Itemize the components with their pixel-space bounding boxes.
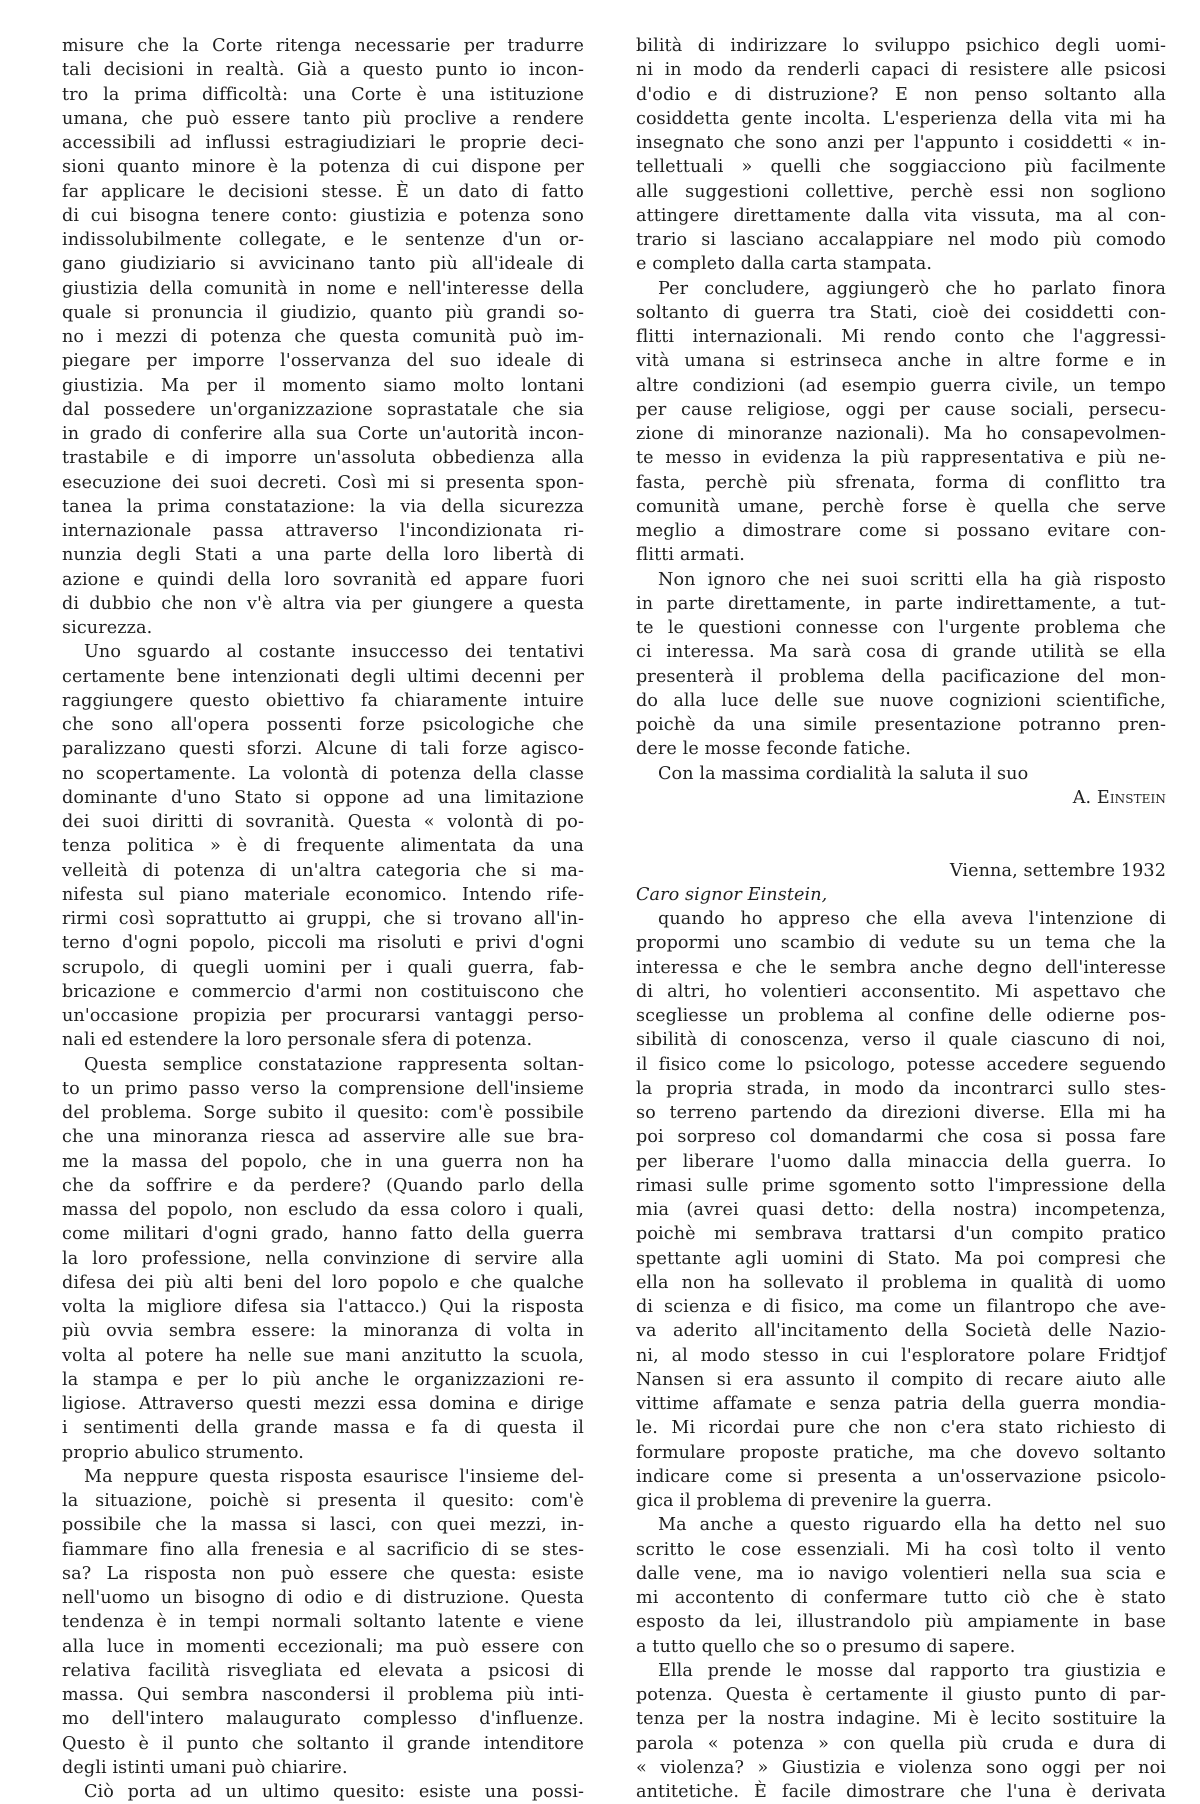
text-line: la propria strada, in modo da incontrarci sullo stes- <box>636 1078 1166 1099</box>
text-line: interessa e che le sembra anche degno dell'interesse <box>636 957 1166 978</box>
text-line: rimasi sulle prime sgomento sotto l'impressione della <box>636 1175 1166 1196</box>
text-line: paralizzano questi sforzi. Alcune di tali forze agisco- <box>62 739 584 760</box>
text-line: difesa dei più alti beni del loro popolo e che qualche <box>62 1272 584 1293</box>
text-line: gica il problema di prevenire la guerra. <box>636 1491 992 1511</box>
text-line: Uno sguardo al costante insuccesso dei tentativi <box>84 642 584 663</box>
text-line: te messo in evidenza la più rappresentativa e più ne- <box>636 448 1166 469</box>
text-line: di scienza e di fisico, ma come un filantropo che ave- <box>636 1297 1166 1317</box>
text-line: ligiose. Attraverso questi mezzi essa domina e dirige <box>62 1394 584 1414</box>
spacer <box>636 810 1166 834</box>
text-line: le. Mi ricordai pure che non c'era stato richiesto di <box>636 1418 1166 1439</box>
text-line: spettante agli uomini di Stato. Ma poi compresi che <box>636 1248 1166 1269</box>
text-line: altre condizioni (ad esempio guerra civile, un tempo <box>636 375 1166 396</box>
text-line: tendenza è in tempi normali soltanto latente e viene <box>62 1612 584 1633</box>
text-line: attingere direttamente dalla vita vissuta, ma al con- <box>636 205 1166 226</box>
text-line: la loro professione, nella convinzione di servire alla <box>62 1248 584 1269</box>
text-line: rirmi così soprattutto ai gruppi, che si trovano all'in- <box>62 909 584 929</box>
text-line: me la massa del popolo, che in una guerra non ha <box>62 1151 584 1172</box>
text-line: certamente bene intenzionati degli ultimi decenni per <box>62 666 584 687</box>
text-line: i sentimenti della grande massa e fa di questa il <box>62 1418 584 1439</box>
text-line: scegliesse un problema al confine delle odierne pos- <box>636 1006 1166 1026</box>
text-line: piegare per imporre l'osservanza del suo ideale di <box>62 351 584 372</box>
text-line: sibilità di conoscenza, verso il quale ciascuno di noi, <box>636 1030 1166 1051</box>
text-line: più ovvia sembra essere: la minoranza di volta in <box>62 1321 584 1342</box>
text-line: per cause religiose, oggi per cause sociali, persecu- <box>636 399 1166 420</box>
text-line: scritto le cose essenziali. Mi ha così tolto il vento <box>636 1539 1166 1560</box>
text-line: Ma neppure questa risposta esaurisce l'insieme del- <box>84 1466 584 1487</box>
text-line: comunità umane, perchè forse è quella che serve <box>636 496 1166 517</box>
text-line: che sono all'opera possenti forze psicologiche che <box>62 715 584 735</box>
text-line: ella non ha sollevato il problema in qualità di uomo <box>636 1272 1166 1293</box>
text-line: Ma anche a questo riguardo ella ha detto nel suo <box>658 1515 1166 1536</box>
text-line: alle suggestioni collettive, perchè essi non sogliono <box>636 181 1166 202</box>
text-line: tellettuali » quelli che soggiacciono più facilmente <box>636 157 1166 178</box>
text-line: giustizia. Ma per il momento siamo molto lontani <box>62 375 584 396</box>
text-line: tali decisioni in realtà. Già a questo punto io incon- <box>62 60 584 81</box>
text-line: di dubbio che non v'è altra via per giungere a questa <box>62 593 584 614</box>
text-line: fasta, perchè più sfrenata, forma di conflitto tra <box>636 472 1166 493</box>
text-line: Ciò porta ad un ultimo quesito: esiste una possi- <box>84 1782 584 1802</box>
text-line: insegnato che sono anzi per l'appunto i cosiddetti « in- <box>636 133 1166 153</box>
letter-date: Vienna, settembre 1932 <box>949 860 1166 881</box>
text-line: parola « potenza » con quella più cruda e dura di <box>636 1733 1166 1754</box>
text-line: Ella prende le mosse dal rapporto tra giustizia e <box>658 1660 1166 1681</box>
text-line: antitetiche. È facile dimostrare che l'una è derivata <box>636 1782 1166 1802</box>
text-line: la situazione, poichè si presenta il quesito: com'è <box>62 1491 584 1511</box>
text-line: Nansen si era assunto il compito di recare aiuto alle <box>636 1369 1166 1390</box>
text-line: vittime affamate e senza patria della guerra mondia- <box>636 1394 1166 1414</box>
text-line: come militari d'ogni grado, hanno fatto della guerra <box>62 1224 584 1245</box>
text-line: sioni quanto minore è la potenza di cui dispone per <box>62 157 584 178</box>
text-line: dominante d'uno Stato si oppone ad una limitazione <box>62 787 584 808</box>
text-line: nifesta sul piano materiale economico. Intendo rife- <box>62 884 584 905</box>
text-line: di altri, ho volentieri acconsentito. Mi aspettavo che <box>636 981 1166 1002</box>
text-line: soltanto di guerra tra Stati, cioè dei cosiddetti con- <box>636 302 1166 323</box>
spacer <box>636 834 1166 858</box>
text-line: tenza politica » è di frequente alimentata da una <box>62 836 584 857</box>
text-line: la stampa e per lo più anche le organizzazioni re- <box>62 1369 584 1390</box>
text-line: vità umana si estrinseca anche in altre forme e in <box>636 351 1166 372</box>
text-line: possibile che la massa si lasci, con quei mezzi, in- <box>62 1515 584 1536</box>
text-line: va aderito all'incitamento della Società delle Nazio- <box>636 1321 1166 1342</box>
text-line: nunzia degli Stati a una parte della loro libertà di <box>62 545 584 566</box>
text-line: degli istinti umani può chiarire. <box>62 1757 348 1778</box>
text-line: dal possedere un'organizzazione soprastatale che sia <box>62 399 584 420</box>
text-line: indicare come si presenta a un'osservazione psicolo- <box>636 1466 1166 1487</box>
text-line: no scopertamente. La volontà di potenza della classe <box>62 763 584 784</box>
text-line: bricazione e commercio d'armi non costituiscono che <box>62 981 584 1002</box>
text-line: nali ed estendere la loro personale sfera di potenza. <box>62 1030 533 1051</box>
text-line: per liberare l'uomo dalla minaccia della guerra. Io <box>636 1151 1166 1172</box>
text-line: trario si lasciano accalappiare nel modo più comodo <box>636 230 1166 250</box>
text-line: dere le mosse feconde fatiche. <box>636 739 911 760</box>
text-line: to un primo passo verso la comprensione dell'insieme <box>62 1078 584 1099</box>
text-line: far applicare le decisioni stesse. È un dato di fatto <box>62 181 584 202</box>
text-line: formulare proposte pratiche, ma che dovevo soltanto <box>636 1442 1166 1463</box>
text-line: no i mezzi di potenza che questa comunità può im- <box>62 327 584 347</box>
text-line: d'odio e di distruzione? E non penso soltanto alla <box>636 84 1166 105</box>
text-line: trastabile e di imporre un'assoluta obbedienza alla <box>62 448 584 469</box>
text-line: relativa facilità risvegliata ed elevata a psicosi di <box>62 1660 584 1681</box>
text-line: massa. Qui sembra nascondersi il problema più inti- <box>62 1685 584 1705</box>
left-column <box>62 34 584 1804</box>
text-line: propormi uno scambio di vedute su un tema che la <box>636 933 1166 954</box>
text-line: poi sorpreso col domandarmi che cosa si possa fare <box>636 1127 1166 1148</box>
text-line: poichè da una simile presentazione potranno pren- <box>636 715 1166 735</box>
text-line: esposto da lei, illustrandolo più ampiamente in base <box>636 1612 1166 1633</box>
text-line: Con la massima cordialità la saluta il suo <box>658 763 1029 784</box>
text-line: so terreno partendo da direzioni diverse. Ella mi ha <box>636 1103 1166 1123</box>
text-line: proprio abulico strumento. <box>62 1442 304 1463</box>
text-line: e completo dalla carta stampata. <box>636 254 933 275</box>
letter-salutation: Caro signor Einstein, <box>636 884 828 905</box>
text-line: alla luce in momenti eccezionali; ma può essere con <box>62 1636 584 1657</box>
text-line: volta al potere ha nelle sue mani anzitutto la scuola, <box>62 1345 584 1366</box>
text-line: tanea la prima constatazione: la via della sicurezza <box>62 496 584 517</box>
text-line: umana, che può essere tanto più proclive a rendere <box>62 108 584 129</box>
text-line: mo dell'intero malaugurato complesso d'influenze. <box>62 1709 584 1730</box>
text-line: tro la prima difficoltà: una Corte è una istituzione <box>62 84 584 105</box>
text-line: ni in modo da renderli capaci di resistere alle psicosi <box>636 60 1166 81</box>
text-line: quando ho appreso che ella aveva l'intenzione di <box>658 909 1166 929</box>
text-line: del problema. Sorge subito il quesito: com'è possibile <box>62 1103 584 1123</box>
text-line: mi accontento di confermare tutto ciò che è stato <box>636 1588 1166 1608</box>
text-line: mia (avrei quasi detto: della nostra) incompetenza, <box>636 1200 1166 1220</box>
text-line: sicurezza. <box>62 618 153 638</box>
text-line: sa? La risposta non può essere che questa: esiste <box>62 1563 584 1584</box>
text-line: velleità di potenza di un'altra categoria che si ma- <box>62 860 584 881</box>
text-line: Per concludere, aggiungerò che ho parlato finora <box>658 278 1166 299</box>
text-line: do alla luce delle sue nuove cognizioni scientifiche, <box>636 690 1166 711</box>
text-line: te le questioni connesse con l'urgente problema che <box>636 618 1166 638</box>
text-line: fiammare fino alla frenesia e al sacrificio di se stes- <box>62 1539 584 1560</box>
text-line: giustizia della comunità in nome e nell'interesse della <box>62 278 584 299</box>
text-line: ni, al modo stesso in cui l'esploratore polare Fridtjof <box>636 1345 1166 1366</box>
text-line: scrupolo, di quegli uomini per i quali guerra, fab- <box>62 957 584 978</box>
text-line: Questa semplice constatazione rappresenta soltan- <box>84 1054 584 1075</box>
text-line: internazionale passa attraverso l'incondizionata ri- <box>62 521 584 541</box>
right-column <box>636 34 1166 1804</box>
text-line: di cui bisogna tenere conto: giustizia e potenza sono <box>62 205 584 226</box>
text-line: raggiungere questo obiettivo fa chiaramente intuire <box>62 690 584 711</box>
text-line: bilità di indirizzare lo sviluppo psichico degli uomi- <box>636 36 1166 56</box>
text-line: flitti armati. <box>636 545 745 566</box>
text-line: che una minoranza riesca ad asservire alle sue bra- <box>62 1127 584 1148</box>
text-line: potenza. Questa è certamente il giusto punto di par- <box>636 1685 1166 1705</box>
text-line: gano giudiziario si avvicinano tanto più all'ideale di <box>62 254 584 275</box>
text-line: indissolubilmente collegate, e le sentenze d'un or- <box>62 230 584 250</box>
text-line: nell'uomo un bisogno di odio e di distruzione. Questa <box>62 1588 584 1608</box>
text-line: « violenza? » Giustizia e violenza sono oggi per noi <box>636 1757 1166 1778</box>
text-line: accessibili ad influssi estragiudiziari le proprie deci- <box>62 133 584 153</box>
text-line: in grado di conferire alla sua Corte un'autorità incon- <box>62 424 584 444</box>
text-line: misure che la Corte ritenga necessarie per tradurre <box>62 36 584 56</box>
text-line: cosiddetta gente incolta. L'esperienza della vita mi ha <box>636 108 1166 129</box>
text-line: massa del popolo, non escludo da essa coloro i quali, <box>62 1200 584 1220</box>
text-line: un'occasione propizia per procurarsi vantaggi perso- <box>62 1006 584 1026</box>
text-line: in parte direttamente, in parte indirettamente, a tut- <box>636 593 1166 614</box>
text-line: meglio a dimostrare come si possano evitare con- <box>636 521 1166 541</box>
text-line: dei suoi diritti di sovranità. Questa « volontà di po- <box>62 812 584 832</box>
text-line: dalle vene, ma io navigo volentieri nella sua scia e <box>636 1563 1166 1584</box>
text-line: volta la migliore difesa sia l'attacco.) Qui la risposta <box>62 1297 584 1317</box>
text-line: poichè mi sembrava trattarsi d'un compito pratico <box>636 1224 1166 1245</box>
text-line: quale si pronuncia il giudizio, quanto più grandi so- <box>62 302 584 323</box>
text-line: che da soffrire e da perdere? (Quando parlo della <box>62 1175 584 1196</box>
signature: A. Einstein <box>1072 787 1166 808</box>
text-line: azione e quindi della loro sovranità ed appare fuori <box>62 569 584 590</box>
text-line: a tutto quello che so o presumo di sapere. <box>636 1636 1016 1657</box>
text-line: zione di minoranze nazionali). Ma ho consapevolmen- <box>636 424 1166 444</box>
text-line: Questo è il punto che soltanto il grande intenditore <box>62 1733 584 1754</box>
text-line: Non ignoro che nei suoi scritti ella ha già risposto <box>658 569 1166 590</box>
text-line: ci interessa. Ma sarà cosa di grande utilità se ella <box>636 642 1166 663</box>
text-line: il fisico come lo psicologo, potesse accedere seguendo <box>636 1054 1166 1075</box>
text-line: terno d'ogni popolo, piccoli ma risoluti e privi d'ogni <box>62 933 584 954</box>
text-line: esecuzione dei suoi decreti. Così mi si presenta spon- <box>62 472 584 493</box>
text-line: presenterà il problema della pacificazione del mon- <box>636 666 1166 687</box>
text-line: flitti internazionali. Mi rendo conto che l'aggressi- <box>636 327 1166 347</box>
text-line: tenza per la nostra indagine. Mi è lecito sostituire la <box>636 1709 1166 1730</box>
